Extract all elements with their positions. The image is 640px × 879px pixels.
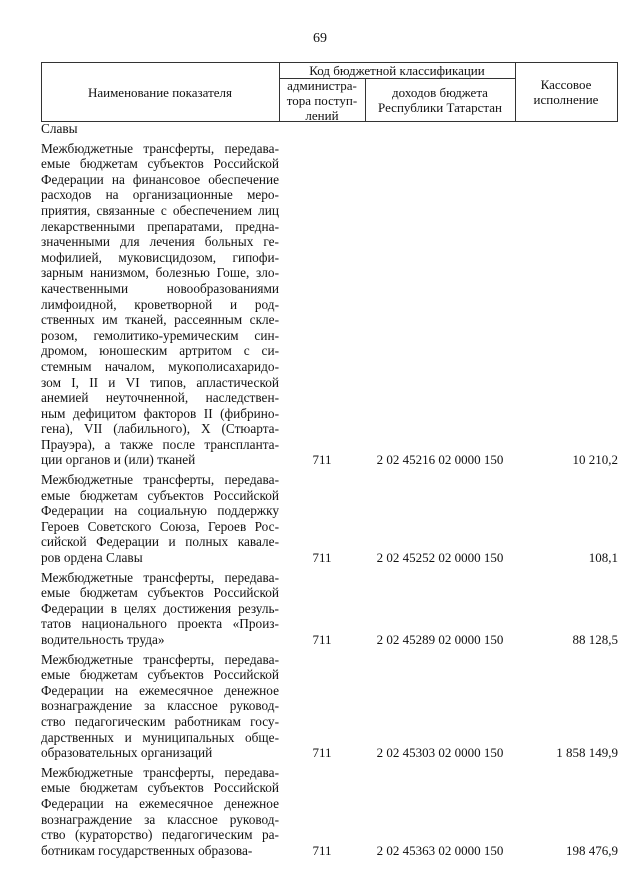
indicator-name	[41, 472, 279, 566]
indicator-name-line: ственных им тканей, рассеянным скле-	[41, 312, 279, 328]
indicator-name-line: качественными новообразованиями	[41, 280, 279, 296]
indicator-name-line: вознаграждение за классное руковод-	[41, 698, 279, 714]
indicator-name-line: ным дефицитом факторов II (фибрино-	[41, 405, 279, 421]
indicator-name-line: ство (кураторство) педагогическим ра-	[41, 827, 279, 843]
indicator-name-line: стемным началом, мукополисахаридо-	[41, 358, 279, 374]
table-row	[41, 765, 618, 859]
income-code: 2 02 45216 02 0000 150	[376, 452, 504, 468]
cash-execution-amount: 108,1	[588, 550, 618, 566]
indicator-name-line: лекарственными препаратами, предна-	[41, 218, 279, 234]
indicator-name-line: зарным нанизмом, болезнью Гоше, зло-	[41, 265, 279, 281]
indicator-name-line: ров ордена Славы	[41, 550, 143, 566]
header-code-group: Код бюджетной классификации	[309, 63, 485, 78]
header-name-column: Наименование показателя	[87, 84, 233, 100]
admin-code: 711	[312, 632, 332, 647]
income-code: 2 02 45363 02 0000 150	[376, 842, 504, 858]
table-row	[41, 652, 618, 761]
indicator-name-line: зом I, II и VI типов, апластической	[41, 374, 279, 390]
indicator-name-line: емые бюджетам субъектов Российской	[41, 156, 279, 172]
indicator-name-line: мофилией, муковисцидозом, гипофи-	[41, 249, 279, 265]
header-admin-column	[279, 79, 365, 121]
table-row	[41, 472, 618, 566]
indicator-name	[41, 652, 279, 761]
indicator-name-line: значенными для лечения больных ге-	[41, 234, 279, 250]
header-execution-column	[515, 63, 617, 121]
admin-code: 711	[312, 550, 332, 566]
indicator-name-line: ство педагогическим работникам госу-	[41, 713, 279, 729]
header-admin-line: тора поступ-	[286, 92, 358, 108]
indicator-name-line: Героев Советского Союза, Героев Рос-	[41, 518, 279, 534]
header-exec-line: исполнение	[533, 92, 599, 107]
indicator-name-line: Федерации на финансовое обеспечение	[41, 171, 279, 187]
header-admin-line: администра-	[287, 77, 357, 93]
indicator-name-line: образовательных организаций	[41, 745, 213, 761]
indicator-name-line: приятия, связанные с обеспечением лиц	[41, 202, 279, 218]
indicator-name-line: татов национального проекта «Произ-	[41, 616, 279, 632]
cash-execution-amount: 88 128,5	[572, 632, 618, 647]
indicator-name-line: Прауэра), а также после транспланта-	[41, 436, 279, 452]
indicator-name-line: Федерации на социальную поддержку	[41, 503, 279, 519]
header-exec-line: Кассовое	[540, 77, 592, 92]
indicator-name-line: Межбюджетные трансферты, передава-	[41, 651, 279, 667]
admin-code: 711	[312, 745, 332, 761]
indicator-name	[41, 121, 279, 137]
indicator-name	[41, 570, 279, 648]
indicator-name-line: анемией неуточненной, наследствен-	[41, 390, 279, 406]
cash-execution-amount: 198 476,9	[566, 842, 618, 858]
admin-code: 711	[312, 842, 332, 858]
admin-code: 711	[312, 452, 332, 468]
indicator-name-line: емые бюджетам субъектов Российской	[41, 585, 279, 601]
income-code: 2 02 45252 02 0000 150	[376, 550, 504, 566]
header-income-column	[365, 79, 515, 121]
indicator-name-line: ботникам государственных образова-	[41, 842, 253, 858]
indicator-name-line: розом, гемолитико-уремическим син-	[41, 327, 279, 343]
cash-execution-amount: 10 210,2	[572, 452, 618, 468]
indicator-name-line: емые бюджетам субъектов Российской	[41, 780, 279, 796]
income-code: 2 02 45303 02 0000 150	[376, 745, 504, 761]
indicator-name-line: лимфоидной, кроветворной и род-	[41, 296, 279, 312]
indicator-name-line: расходов на организационные меро-	[41, 187, 279, 203]
indicator-name-line: Межбюджетные трансферты, передава-	[41, 472, 279, 488]
indicator-name-line: емые бюджетам субъектов Российской	[41, 487, 279, 503]
indicator-name-line: дарственных и муниципальных обще-	[41, 729, 279, 745]
indicator-name	[41, 141, 279, 468]
indicator-name-line: Межбюджетные трансферты, передава-	[41, 569, 279, 585]
indicator-name-line: водительность труда»	[41, 632, 165, 647]
indicator-name-line: Межбюджетные трансферты, передава-	[41, 764, 279, 780]
indicator-name-line: вознаграждение за классное руковод-	[41, 811, 279, 827]
table-header	[41, 62, 618, 122]
indicator-name-line: емые бюджетам субъектов Российской	[41, 667, 279, 683]
indicator-name-line: ции органов и (или) тканей	[41, 452, 196, 468]
indicator-name-line: дромом, юношеским артритом с си-	[41, 343, 279, 359]
indicator-name-line: сийской Федерации и полных кавале-	[41, 534, 279, 550]
indicator-name-line: гена), VII (лабильного), X (Стюарта-	[41, 421, 279, 437]
table-row	[41, 121, 618, 137]
indicator-name-line: Федерации на ежемесячное денежное	[41, 795, 279, 811]
header-income-line: доходов бюджета	[392, 85, 488, 100]
header-income-line: Республики Татарстан	[378, 100, 502, 115]
indicator-name-line: Славы	[41, 121, 78, 136]
indicator-name	[41, 765, 279, 859]
cash-execution-amount: 1 858 149,9	[556, 745, 618, 761]
indicator-name-line: Федерации на ежемесячное денежное	[41, 682, 279, 698]
income-code: 2 02 45289 02 0000 150	[376, 632, 504, 647]
header-admin-line: лений	[305, 107, 339, 123]
table-body	[41, 121, 618, 858]
table-row	[41, 141, 618, 468]
indicator-name-line: Межбюджетные трансферты, передава-	[41, 140, 279, 156]
table-row	[41, 570, 618, 648]
indicator-name-line: Федерации в целях достижения резуль-	[41, 600, 279, 616]
page-number: 69	[313, 31, 327, 46]
